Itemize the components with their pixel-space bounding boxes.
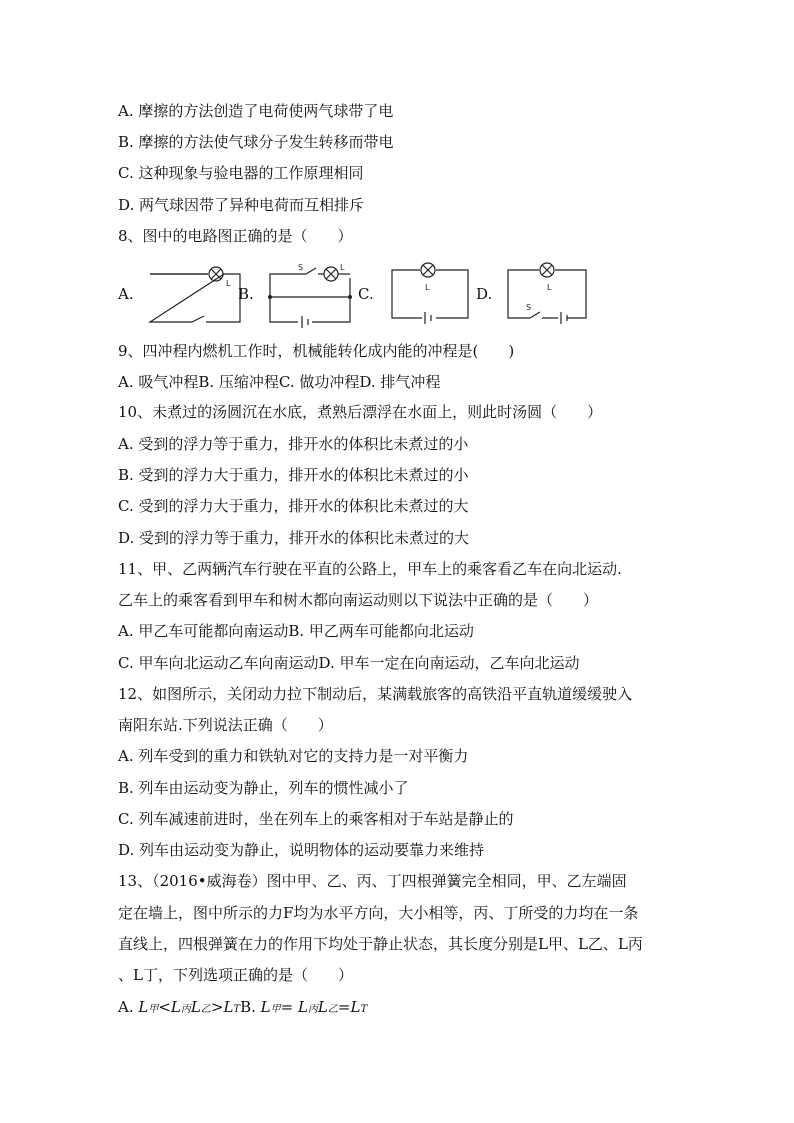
svg-text:S: S	[526, 303, 532, 312]
svg-text:L: L	[425, 283, 430, 292]
q8-option-c-label: C.	[358, 285, 374, 303]
circuit-diagram-a	[148, 266, 243, 324]
line-q12-d: D. 列车由运动变为静止，说明物体的运动要靠力来维持	[118, 841, 485, 859]
line-q10-a: A. 受到的浮力等于重力，排开水的体积比未煮过的小	[118, 435, 469, 453]
line-q12-c: C. 列车减速前进时，坐在列车上的乘客相对于车站是静止的	[118, 810, 514, 828]
lamp-label: L	[226, 279, 231, 288]
line-q10-c: C. 受到的浮力大于重力，排开水的体积比未煮过的大	[118, 497, 469, 515]
line-q7-b: B. 摩擦的方法使气球分子发生转移而带电	[118, 133, 394, 151]
svg-text:L: L	[547, 283, 552, 292]
q8-option-d-label: D.	[476, 285, 493, 303]
question-13-stem: 13、（2016•威海卷）图中甲、乙、丙、丁四根弹簧完全相同，甲、乙左端固	[118, 872, 627, 890]
circuit-diagram-c	[390, 266, 470, 324]
question-9-options: A. 吸气冲程B. 压缩冲程C. 做功冲程D. 排气冲程	[118, 373, 441, 391]
line-q11-cd: C. 甲车向北运动乙车向南运动D. 甲车一定在向南运动，乙车向北运动	[118, 654, 580, 672]
line-q7-a: A. 摩擦的方法创造了电荷使两气球带了电	[118, 102, 394, 120]
q8-circuit-options	[118, 263, 598, 326]
line-q10-b: B. 受到的浮力大于重力，排开水的体积比未煮过的小	[118, 466, 469, 484]
switch-label: S	[298, 263, 304, 272]
line-q7-d: D. 两气球因带了异种电荷而互相排斥	[118, 196, 365, 214]
question-9-stem: 9、四冲程内燃机工作时，机械能转化成内能的冲程是( )	[118, 342, 515, 360]
question-8-stem: 8、图中的电路图正确的是（ ）	[118, 227, 353, 245]
q8-option-a-label: A.	[118, 285, 134, 303]
svg-text:L: L	[340, 263, 345, 272]
question-12-stem-cont: 南阳东站.下列说法正确（ ）	[118, 716, 333, 734]
question-10-stem: 10、未煮过的汤圆沉在水底，煮熟后漂浮在水面上，则此时汤圆（ ）	[118, 403, 603, 421]
line-q10-d: D. 受到的浮力等于重力，排开水的体积比未煮过的大	[118, 529, 470, 547]
circuit-diagram-d	[506, 266, 588, 324]
line-q13-ab: A. L甲<L丙L乙>LTB. L甲= L丙L乙=LT	[118, 998, 368, 1016]
circuit-diagram-b	[268, 263, 353, 324]
line-q7-c: C. 这种现象与验电器的工作原理相同	[118, 164, 364, 182]
question-11-stem-cont: 乙车上的乘客看到甲车和树木都向南运动则以下说法中正确的是（ ）	[118, 591, 599, 609]
line-q12-a: A. 列车受到的重力和铁轨对它的支持力是一对平衡力	[118, 747, 469, 765]
q8-option-b-label: B.	[238, 285, 254, 303]
line-q12-b: B. 列车由运动变为静止，列车的惯性减小了	[118, 779, 409, 797]
question-13-stem-cont3: 、L丁，下列选项正确的是（ ）	[118, 966, 353, 984]
question-11-stem: 11、甲、乙两辆汽车行驶在平直的公路上，甲车上的乘客看乙车在向北运动.	[118, 560, 622, 578]
question-13-stem-cont1: 定在墙上，图中所示的力F均为水平方向，大小相等，丙、丁所受的力均在一条	[118, 904, 639, 922]
question-12-stem: 12、如图所示，关闭动力拉下制动后，某满载旅客的高铁沿平直轨道缓缓驶入	[118, 685, 633, 703]
line-q11-ab: A. 甲乙车可能都向南运动B. 甲乙两车可能都向北运动	[118, 622, 474, 640]
question-13-stem-cont2: 直线上，四根弹簧在力的作用下均处于静止状态，其长度分别是L甲、L乙、L丙	[118, 935, 643, 953]
